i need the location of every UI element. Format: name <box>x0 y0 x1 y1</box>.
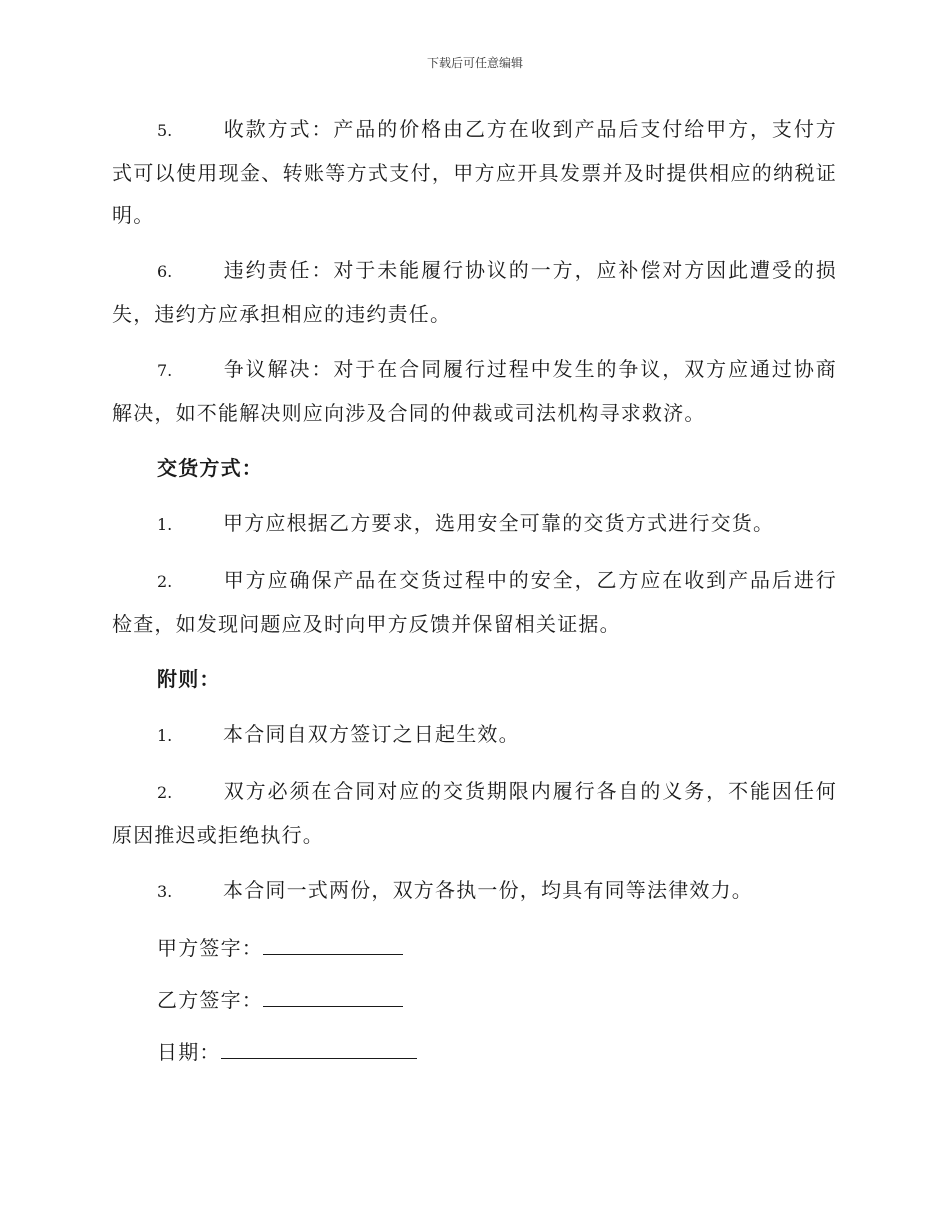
section-heading-appendix: 附则： <box>157 667 221 691</box>
delivery-item <box>112 559 837 645</box>
contract-body <box>112 108 837 1082</box>
item-number: 7. <box>157 361 173 380</box>
item-number: 5. <box>157 121 173 140</box>
item-number: 1. <box>157 726 173 745</box>
item-number: 2. <box>157 572 173 591</box>
item-text: 本合同一式两份，双方各执一份，均具有同等法律效力。 <box>223 878 753 902</box>
signature-date <box>157 1030 837 1073</box>
appendix-item <box>112 869 837 913</box>
item-text: 甲方应根据乙方要求，选用安全可靠的交货方式进行交货。 <box>223 511 775 535</box>
appendix-item <box>112 770 837 856</box>
signature-label: 乙方签字： <box>157 988 263 1012</box>
item-number: 3. <box>157 882 173 901</box>
signature-label: 甲方签字： <box>157 936 263 960</box>
page-header: 下载后可任意编辑 <box>426 56 523 70</box>
item-text: 本合同自双方签订之日起生效。 <box>223 722 520 746</box>
delivery-item <box>112 502 837 546</box>
date-label: 日期： <box>157 1040 221 1064</box>
appendix-item <box>112 713 837 757</box>
item-text: 双方必须在合同对应的交货期限内履行各自的义务，不能因任何原因推迟或拒绝执行。 <box>112 779 837 847</box>
item-text: 甲方应确保产品在交货过程中的安全，乙方应在收到产品后进行检查，如发现问题应及时向甲方反馈并保留相关证据。 <box>112 568 837 636</box>
item-text: 违约责任：对于未能履行协议的一方，应补偿对方因此遭受的损失，违约方应承担相应的违约责任。 <box>112 258 837 326</box>
term-liability <box>112 249 837 335</box>
term-dispute <box>112 348 837 434</box>
date-line[interactable] <box>221 1030 417 1059</box>
signature-party-a <box>157 926 837 969</box>
item-number: 2. <box>157 783 173 802</box>
item-number: 1. <box>157 515 173 534</box>
item-number: 6. <box>157 262 173 281</box>
item-text: 收款方式：产品的价格由乙方在收到产品后支付给甲方，支付方式可以使用现金、转账等方式支付，甲方应开具发票并及时提供相应的纳税证明。 <box>112 117 837 227</box>
term-payment <box>112 108 837 236</box>
section-heading-delivery: 交货方式： <box>157 456 263 480</box>
signature-party-b <box>157 978 837 1021</box>
signature-line[interactable] <box>263 926 403 955</box>
signature-line[interactable] <box>263 978 403 1007</box>
item-text: 争议解决：对于在合同履行过程中发生的争议，双方应通过协商解决，如不能解决则应向涉及合同的仲裁或司法机构寻求救济。 <box>112 357 837 425</box>
